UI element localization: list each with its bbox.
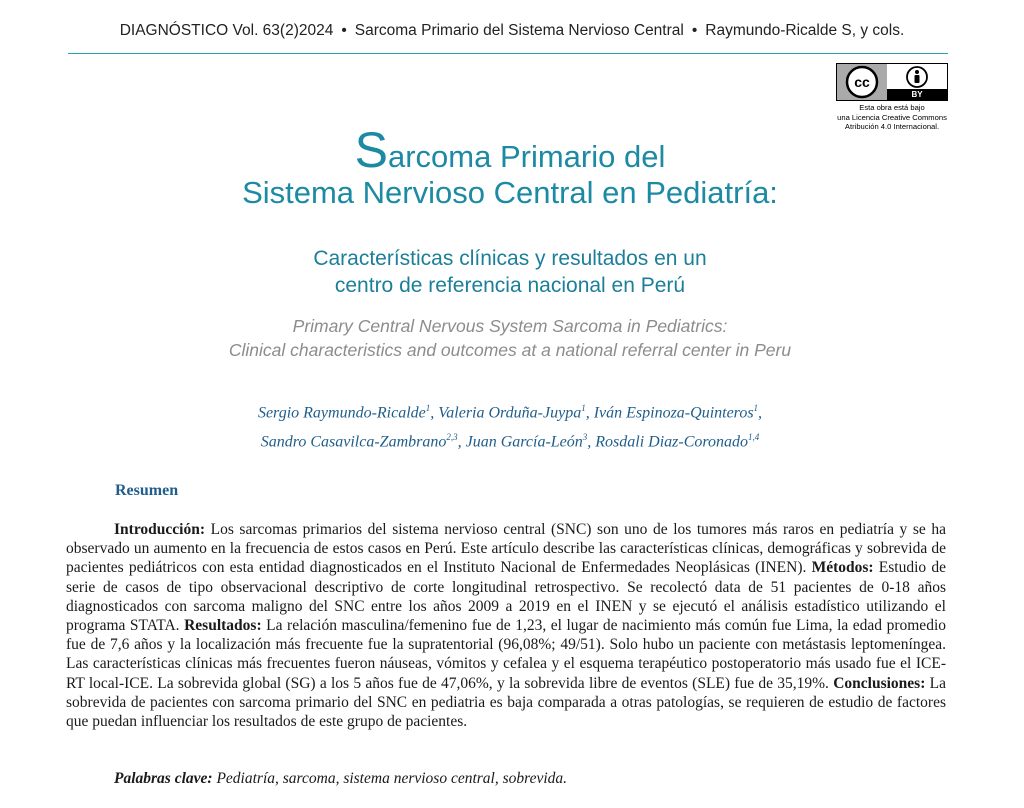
license-text-line: Esta obra está bajo <box>859 103 925 112</box>
intro-label: Introducción: <box>114 521 206 538</box>
author-name[interactable]: Rosdali Diaz-Coronado <box>595 433 749 451</box>
cc-license-block[interactable] <box>836 63 948 132</box>
author-name[interactable]: Sandro Casavilca-Zambrano <box>260 433 447 451</box>
title-drop-cap: S <box>354 122 388 178</box>
author-name[interactable]: Juan García-León <box>465 433 583 451</box>
author-affiliation: 2,3 <box>446 432 458 443</box>
author-name[interactable]: Sergio Raymundo-Ricalde <box>257 404 426 422</box>
author-affiliation: 1,4 <box>748 432 760 443</box>
intro-text: Los sarcomas primarios del sistema nervioso central (SNC) son uno de los tumores más raros en pediatría y se ha observado un aumento en la frecuencia de estos casos en Perú. Este artículo describe las características clínicas, demográficas y sobrevida de pacientes pediátricos con esta entidad diagnosticados en el Instituto Nacional de Enfermedades Neoplásicas (INEN). <box>66 521 946 577</box>
author-name[interactable]: Valeria Orduña-Juypa <box>438 404 582 422</box>
english-title <box>160 314 860 362</box>
license-text-line: una Licencia Creative Commons <box>837 112 947 122</box>
license-text <box>836 103 948 132</box>
results-label: Resultados: <box>184 617 262 635</box>
results-text: La relación masculina/femenino fue de 1,23, el lugar de nacimiento más común fue Lima, la edad promedio fue de 7,6 años y la localización más frecuente fue la supratentorial (96,08%; 49/51). Solo hubo un paciente con metástasis leptomeníngea. Las características clínicas más frecuentes fueron náuseas, vómitos y cefalea y el esquema terapéutico postoperatorio más usado fue el ICE-RT local-ICE. La sobrevida global (SG) a los 5 años fue de 47,06%, y la sobrevida libre de eventos (SLE) fue de 35,19%. <box>66 617 946 692</box>
bullet-separator: • <box>341 22 347 39</box>
cc-by-badge[interactable] <box>836 63 948 101</box>
author-affiliation: 1 <box>753 403 759 413</box>
english-title-line-1: Primary Central Nervous System Sarcoma in Pediatrics: <box>292 316 728 336</box>
conclusions-text: La sobrevida de pacientes con sarcoma primario del SNC en pediatria es baja comparada a otras patologías, se requieren de estudio de factores que puedan influenciar los resultados de este grupo de pacientes. <box>66 674 946 731</box>
by-label: BY <box>887 89 947 100</box>
cc-icon-label: cc <box>854 74 870 90</box>
article-subtitle <box>160 245 860 299</box>
english-title-line-2: Clinical characteristics and outcomes at a national referral center in Peru <box>228 340 792 360</box>
header-article-title: Sarcoma Primario del Sistema Nervioso Central <box>354 22 684 39</box>
attribution-person-icon <box>906 66 928 88</box>
abstract-heading: Resumen <box>115 482 179 499</box>
author-list: Sergio Raymundo-Ricalde$^1$, Valeria Orduña-Juypa$^1$, Iván Espinoza-Quinteros$^1$, Sandro Casavilca-Zambrano$^{2,3}$, Juan García-León$^3$, Rosdali Diaz-Coronado$^{1,4}$ <box>257 403 763 451</box>
title-line-2: Sistema Nervioso Central en Pediatría: <box>242 175 778 210</box>
conclusions-label: Conclusiones: <box>833 674 926 692</box>
title-line-1: arcoma Primario del <box>387 139 666 174</box>
subtitle-line-1: Características clínicas y resultados en un <box>313 247 707 270</box>
author-name[interactable]: Iván Espinoza-Quinteros <box>593 404 754 422</box>
methods-text: Estudio de serie de casos de tipo observacional descriptivo de corte longitudinal retrospectivo. Se recolectó data de 51 pacientes de 0-18 años diagnosticados con sarcoma maligno del SNC entre los años 2009 a 2019 en el INEN y se ejecutó el análisis estadístico utilizando el programa STATA. <box>66 559 946 635</box>
bullet-separator: • <box>691 22 698 39</box>
license-text-line: Atribución 4.0 Internacional. <box>844 122 940 131</box>
abstract-body <box>66 520 946 731</box>
header-authors: Raymundo-Ricalde S, y cols. <box>705 22 905 39</box>
running-header <box>72 22 952 40</box>
keywords-text: Pediatría, sarcoma, sistema nervioso central, sobrevida. <box>212 770 568 787</box>
keywords-label: Palabras clave: <box>114 770 213 787</box>
author-affiliation: 1 <box>425 403 431 413</box>
article-title <box>160 122 860 211</box>
cc-icon <box>837 64 887 100</box>
methods-label: Métodos: <box>811 559 874 577</box>
keywords <box>114 770 567 788</box>
journal-citation: DIAGNÓSTICO Vol. 63(2)2024 <box>119 22 334 39</box>
author-affiliation: 3 <box>582 432 588 443</box>
author-affiliation: 1 <box>581 403 586 413</box>
header-rule <box>68 53 948 54</box>
subtitle-line-2: centro de referencia nacional en Perú <box>334 274 686 297</box>
